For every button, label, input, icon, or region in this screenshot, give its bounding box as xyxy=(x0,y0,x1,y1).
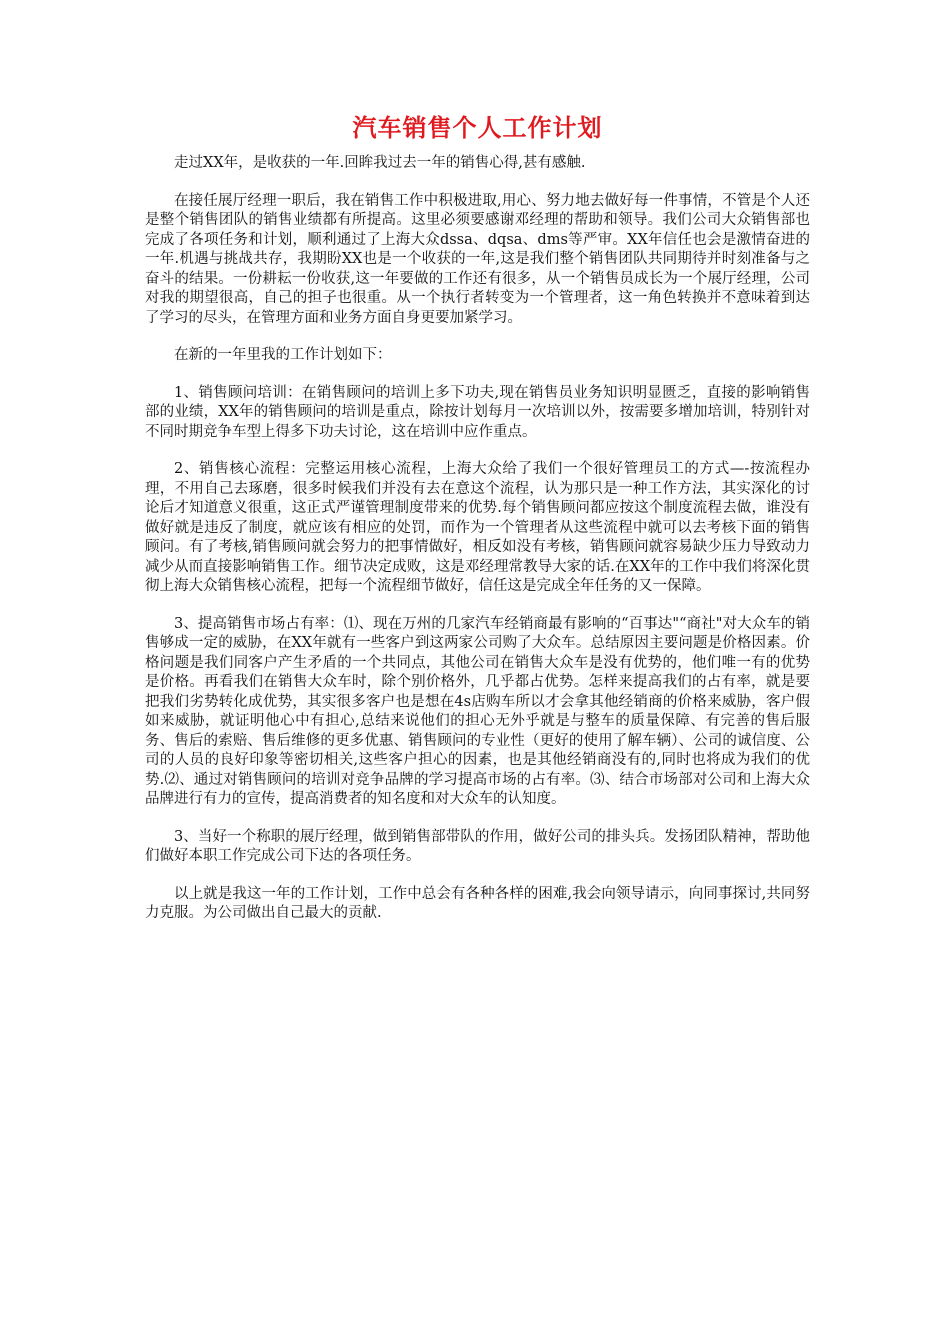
paragraph-intro: 走过XX年，是收获的一年.回眸我过去一年的销售心得,甚有感触. xyxy=(174,155,586,171)
paragraph-item-training: 1、销售顾问培训：在销售顾问的培训上多下功夫,现在销售员业务知识明显匮乏，直接的影响销售部的业绩，XX年的销售顾问的培训是重点，除按计划每月一次培训以外，按需要多增加培训，特别针对不同时期竞争车型上得多下功夫讨论，这在培训中应作重点。 xyxy=(145,384,810,440)
paragraph-item-market-share: 3、提高销售市场占有率：⑴、现在万州的几家汽车经销商最有影响的“百事达"“商社"对大众车的销售够成一定的威胁，在XX年就有一些客户到这两家公司购了大众车。总结原因主要问题是价格因素。价格问题是我们同客户产生矛盾的一个共同点，其他公司在销售大众车是没有优势的，他们唯一有的优势是价格。再看我们在销售大众车时，除个别价格外，几乎都占优势。怎样来提高我们的占有率，就是要把我们劣势转化成优势，其实很多客户也是想在4s店购车所以才会拿其他经销商的价格来威胁，客户假如来威胁，就证明他心中有担心,总结来说他们的担心无外乎就是与整车的质量保障、有完善的售后服务、售后的索赔、售后维修的更多优惠、销售顾问的专业性（更好的使用了解车辆）、公司的诚信度、公司的人员的良好印象等密切相关,这些客户担心的因素，也是其他经销商没有的,同时也将成为我们的优势.⑵、通过对销售顾问的培训对竞争品牌的学习提高市场的占有率。⑶、结合市场部对公司和上海大众品牌进行有力的宣传，提高消费者的知名度和对大众车的认知度。 xyxy=(145,615,810,807)
document-title: 汽车销售个人工作计划 xyxy=(352,113,603,142)
paragraph-item-core-process: 2、销售核心流程：完整运用核心流程，上海大众给了我们一个很好管理员工的方式—-按流程办理，不用自己去琢磨，很多时候我们并没有去在意这个流程，认为那只是一种工作方法，其实深化的讨论后才知道意义很重，这正式严谨管理制度带来的优势.每个销售顾问都应按这个制度流程去做，谁没有做好就是违反了制度，就应该有相应的处罚，而作为一个管理者从这些流程中就可以去考核下面的销售顾问。有了考核,销售顾问就会努力的把事情做好，相反如没有考核，销售顾问就容易缺少压力导致动力减少从而直接影响销售工作。细节决定成败，这是邓经理常教导大家的话.在XX年的工作中我们将深化贯彻上海大众销售核心流程，把每一个流程细节做好，信任这是完成全年任务的又一保障。 xyxy=(145,461,810,594)
paragraph-item-manager-role: 3、当好一个称职的展厅经理，做到销售部带队的作用，做好公司的排头兵。发扬团队精神，帮助他们做好本职工作完成公司下达的各项任务。 xyxy=(145,828,810,864)
document-page xyxy=(145,108,810,942)
paragraph-conclusion: 以上就是我这一年的工作计划，工作中总会有各种各样的困难,我会向领导请示，向同事探讨,共同努力克服。为公司做出自己最大的贡献. xyxy=(145,885,810,921)
paragraph-review: 在接任展厅经理一职后，我在销售工作中积极进取,用心、努力地去做好每一件事情，不管是个人还是整个销售团队的销售业绩都有所提高。这里必须要感谢邓经理的帮助和领导。我们公司大众销售部也完成了各项任务和计划，顺利通过了上海大众dssa、dqsa、dms等严审。XX年信任也会是激情奋进的一年.机遇与挑战共存，我期盼XX也是一个收获的一年,这是我们整个销售团队共同期待并时刻准备与之奋斗的结果。一份耕耘一份收获,这一年要做的工作还有很多，从一个销售员成长为一个展厅经理，公司对我的期望很高，自己的担子也很重。从一个执行者转变为一个管理者，这一角色转换并不意味着到达了学习的尽头，在管理方面和业务方面自身更要加紧学习。 xyxy=(145,192,810,326)
paragraph-plan-intro: 在新的一年里我的工作计划如下： xyxy=(174,347,392,363)
